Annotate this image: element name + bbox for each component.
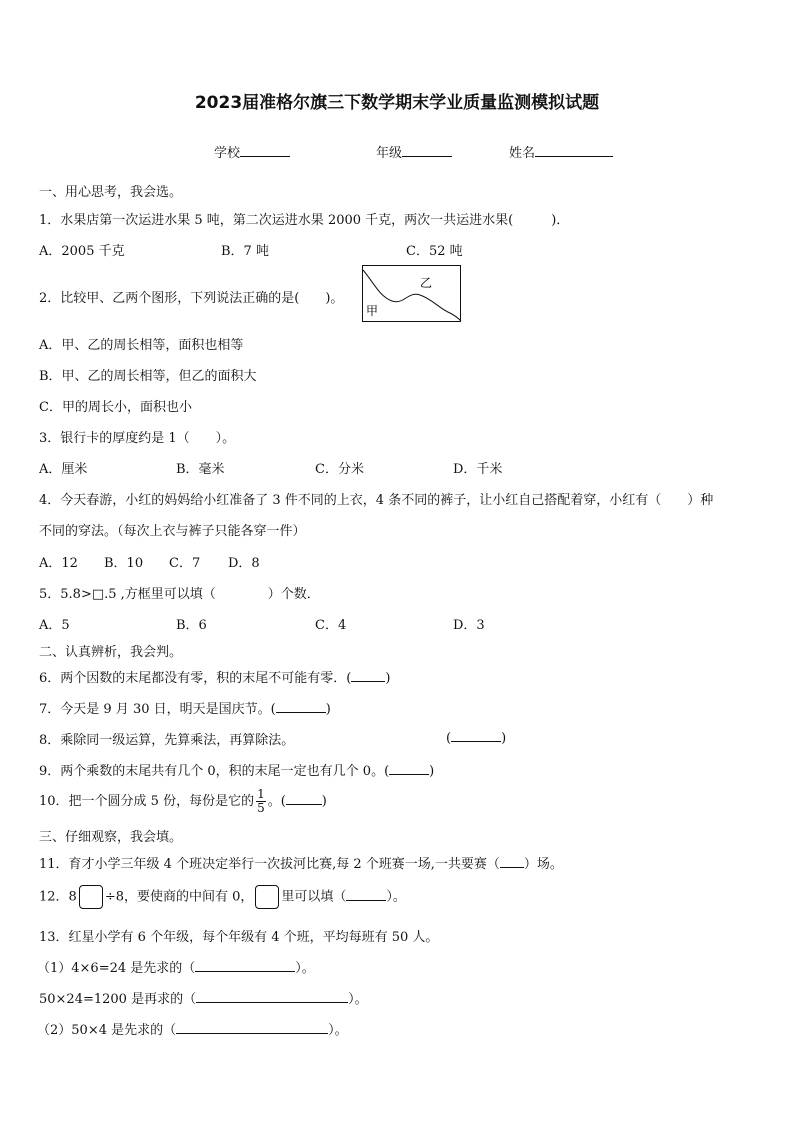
q13-l2-text: 50×24=1200 是再求的（ [39,992,197,1007]
name-field [509,142,613,161]
q13-l2-end: ）。 [348,992,368,1007]
q9-answer-blank[interactable] [389,762,429,775]
q12-box-1[interactable] [79,885,103,909]
q13-l3-text: （2）50×4 是先求的（ [37,1023,177,1038]
question-4-line-1: 4．今天春游，小红的妈妈给小红准备了 3 件不同的上衣，4 条不同的裤子，让小红自己搭配着穿，小红有（ ）种 [39,493,714,508]
q8-answer [446,729,506,746]
q1-text: 1．水果店第一次运进水果 5 吨，第二次运进水果 2000 千克，两次一共运进水果( [39,213,514,228]
q6-answer-blank[interactable] [351,669,385,682]
school-field [214,142,290,161]
q13-l1-text: （1）4×6=24 是先求的（ [37,961,196,976]
q13-l1-end: ）。 [295,961,315,976]
q2-option-b[interactable]: B．甲、乙的周长相等，但乙的面积大 [39,369,257,384]
q10-numerator: 1 [257,787,265,801]
q9-text: 9．两个乘数的末尾共有几个 0，积的末尾一定也有几个 0。( [39,764,390,779]
section-2-heading: 二、认真辨析，我会判。 [39,645,183,660]
q2-option-a[interactable]: A．甲、乙的周长相等，面积也相等 [39,338,244,353]
question-4-line-2: 不同的穿法。（每次上衣与裤子只能各穿一件） [39,524,306,539]
q2-option-c[interactable]: C．甲的周长小，面积也小 [39,400,192,415]
q13-line-1 [37,957,315,976]
q3-option-c[interactable]: C．分米 [315,462,364,477]
q11-end: ）场。 [523,857,563,872]
q13-l2-blank[interactable] [196,990,348,1003]
q11-answer-blank[interactable] [500,855,524,868]
q3-option-d[interactable]: D．千米 [453,462,503,477]
question-8: 8．乘除同一级运算，先算乘法，再算除法。 [39,733,295,748]
q12-part-c: 里可以填（ [281,889,347,905]
q13-line-2 [39,988,368,1007]
question-5: 5．5.8>□.5 ,方框里可以填（ ）个数． [39,587,320,602]
question-13: 13．红星小学有 6 个年级，每个年级有 4 个班，平均每班有 50 人。 [39,930,439,945]
q13-l3-blank[interactable] [176,1021,328,1034]
q12-end: ）。 [386,889,406,905]
q13-l3-end: ）。 [328,1023,348,1038]
q7-answer-blank[interactable] [276,700,326,713]
q8-answer-blank[interactable] [451,729,501,742]
question-9 [39,760,434,779]
q4-option-d[interactable]: D．8 [228,556,260,571]
q10-denominator: 5 [257,801,265,815]
q1-end: )． [551,213,570,228]
q5-option-d[interactable]: D．3 [453,618,485,633]
q1-option-c[interactable]: C．52 吨 [406,244,463,259]
q12-part-a: 12．8 [39,889,77,905]
q7-text: 7．今天是 9 月 30 日，明天是国庆节。( [39,702,276,717]
name-label: 姓名 [509,146,536,161]
grade-blank[interactable] [402,144,452,157]
q10-close: ) [321,794,327,809]
section-3-heading: 三、仔细观察，我会填。 [39,830,183,845]
grade-field [376,142,452,161]
page-title: 2023届准格尔旗三下数学期末学业质量监测模拟试题 [194,93,600,113]
q8-open: ( [446,731,452,746]
q4-option-a[interactable]: A．12 [39,556,78,571]
q12-answer-blank[interactable] [346,888,386,901]
question-1 [39,209,569,228]
grade-label: 年级 [376,146,403,161]
q2-figure [362,265,462,323]
q10-fraction [256,788,266,815]
section-1-heading: 一、用心思考，我会选。 [39,185,183,200]
q13-l1-blank[interactable] [195,959,295,972]
q3-option-b[interactable]: B．毫米 [176,462,225,477]
q4-option-b[interactable]: B．10 [104,556,144,571]
q5-option-c[interactable]: C．4 [315,618,347,633]
question-10 [39,788,327,815]
question-12 [39,885,406,909]
q5-option-a[interactable]: A．5 [39,618,70,633]
q3-option-a[interactable]: A．厘米 [39,462,88,477]
q12-part-b: ÷8，要使商的中间有 0， [104,889,254,905]
school-blank[interactable] [240,144,290,157]
q2-label-yi: 乙 [420,276,433,290]
q9-close: ) [429,764,435,779]
school-label: 学校 [214,146,241,161]
q10-text: 10．把一个圆分成 5 份，每份是它的 [39,794,255,809]
q2-label-jia: 甲 [366,304,379,318]
q12-box-2[interactable] [255,885,279,909]
question-7 [39,698,331,717]
q5-option-b[interactable]: B．6 [176,618,207,633]
question-3: 3．银行卡的厚度约是 1（ ）。 [39,431,236,446]
q11-text: 11．育才小学三年级 4 个班决定举行一次拔河比赛,每 2 个班赛一场,一共要赛（ [39,857,500,872]
q1-option-b[interactable]: B．7 吨 [221,244,269,259]
q6-close: ) [385,671,391,686]
q13-line-3 [37,1019,348,1038]
q8-close: ) [501,731,507,746]
q10-end: 。( [267,794,286,809]
q6-text: 6．两个因数的末尾都没有零，积的末尾不可能有零．( [39,671,352,686]
question-6 [39,667,390,686]
q7-close: ) [325,702,331,717]
q4-option-c[interactable]: C．7 [169,556,201,571]
q10-answer-blank[interactable] [286,792,322,805]
question-2: 2．比较甲、乙两个图形，下列说法正确的是( )。 [39,291,344,306]
question-11 [39,853,563,872]
q1-option-a[interactable]: A．2005 千克 [39,244,125,259]
name-blank[interactable] [535,144,613,157]
